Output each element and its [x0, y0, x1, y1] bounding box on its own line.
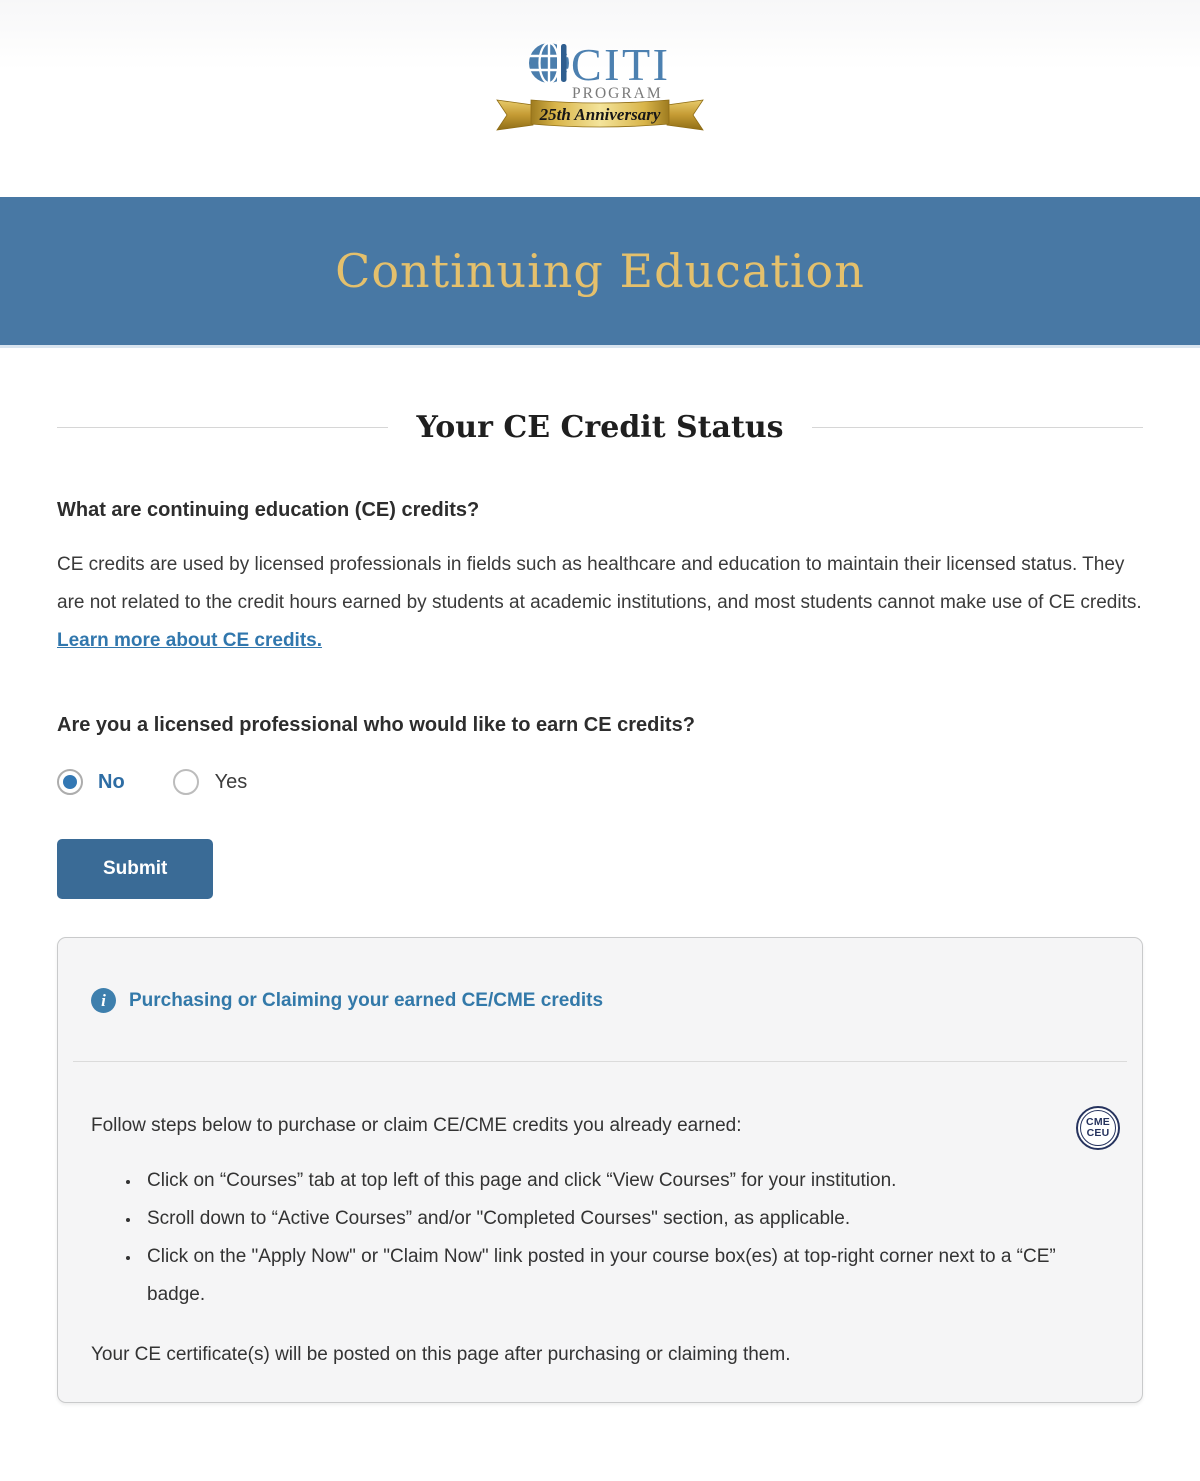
- info-intro-text: Follow steps below to purchase or claim CE/CME credits you already earned:: [91, 1115, 742, 1136]
- page-title: Continuing Education: [335, 244, 865, 298]
- radio-no[interactable]: [57, 769, 83, 795]
- info-intro-row: [91, 1113, 1109, 1150]
- purchase-claim-info-box: [57, 937, 1143, 1403]
- globe-icon: [529, 41, 569, 85]
- main-content: [0, 410, 1200, 1403]
- ce-credits-body-text: CE credits are used by licensed professionals in fields such as healthcare and education to maintain their licensed status. They are not related to the credit hours earned by students at academic institutions, and most students cannot make use of CE credits.: [57, 554, 1142, 613]
- radio-yes-label[interactable]: Yes: [214, 770, 248, 793]
- info-box-title: Purchasing or Claiming your earned CE/CME credits: [129, 989, 604, 1011]
- anniversary-ribbon-icon: [497, 100, 703, 130]
- left-divider-line: [57, 427, 388, 428]
- info-box-divider: [73, 1061, 1127, 1062]
- learn-more-link[interactable]: Learn more about CE credits.: [57, 630, 323, 651]
- ribbon-anniversary-text: 25th Anniversary: [539, 105, 661, 124]
- logo-brand-text: CITI: [571, 39, 671, 90]
- right-divider-line: [812, 427, 1143, 428]
- radio-yes[interactable]: [173, 769, 199, 795]
- step-item-3: • Click on the "Apply Now" or "Claim Now" link posted in your course box(es) at top-right corner next to a “CE” badge.: [141, 1238, 1109, 1314]
- steps-list: [91, 1162, 1109, 1314]
- badge-line-ceu: CEU: [1086, 1127, 1110, 1139]
- ce-credits-heading: What are continuing education (CE) credits?: [57, 499, 480, 521]
- cme-ceu-badge-icon: [1076, 1106, 1120, 1150]
- certificate-note: Your CE certificate(s) will be posted on this page after purchasing or claiming them.: [91, 1344, 791, 1365]
- citi-program-logo[interactable]: [493, 36, 707, 132]
- badge-line-cme: CME: [1086, 1116, 1110, 1128]
- site-header: [0, 0, 1200, 197]
- ce-credits-paragraph: [57, 546, 1143, 660]
- step-item-1: • Click on “Courses” tab at top left of this page and click “View Courses” for your institution.: [141, 1162, 1109, 1200]
- section-title: Your CE Credit Status: [416, 410, 784, 445]
- licensed-question-heading: Are you a licensed professional who would like to earn CE credits?: [57, 714, 695, 736]
- logo-subtitle-text: PROGRAM: [572, 85, 663, 102]
- ce-credit-radio-group: [57, 769, 1143, 795]
- page-banner: [0, 197, 1200, 348]
- info-box-header: [91, 988, 1109, 1013]
- citi-logo-graphic: [493, 36, 707, 132]
- info-icon: i: [91, 988, 116, 1013]
- submit-button[interactable]: Submit: [57, 839, 213, 899]
- cme-ceu-badge-inner: [1080, 1110, 1116, 1146]
- radio-no-label[interactable]: No: [98, 770, 125, 793]
- step-item-2: • Scroll down to “Active Courses” and/or "Completed Courses" section, as applicable.: [141, 1200, 1109, 1238]
- section-title-row: [57, 410, 1143, 445]
